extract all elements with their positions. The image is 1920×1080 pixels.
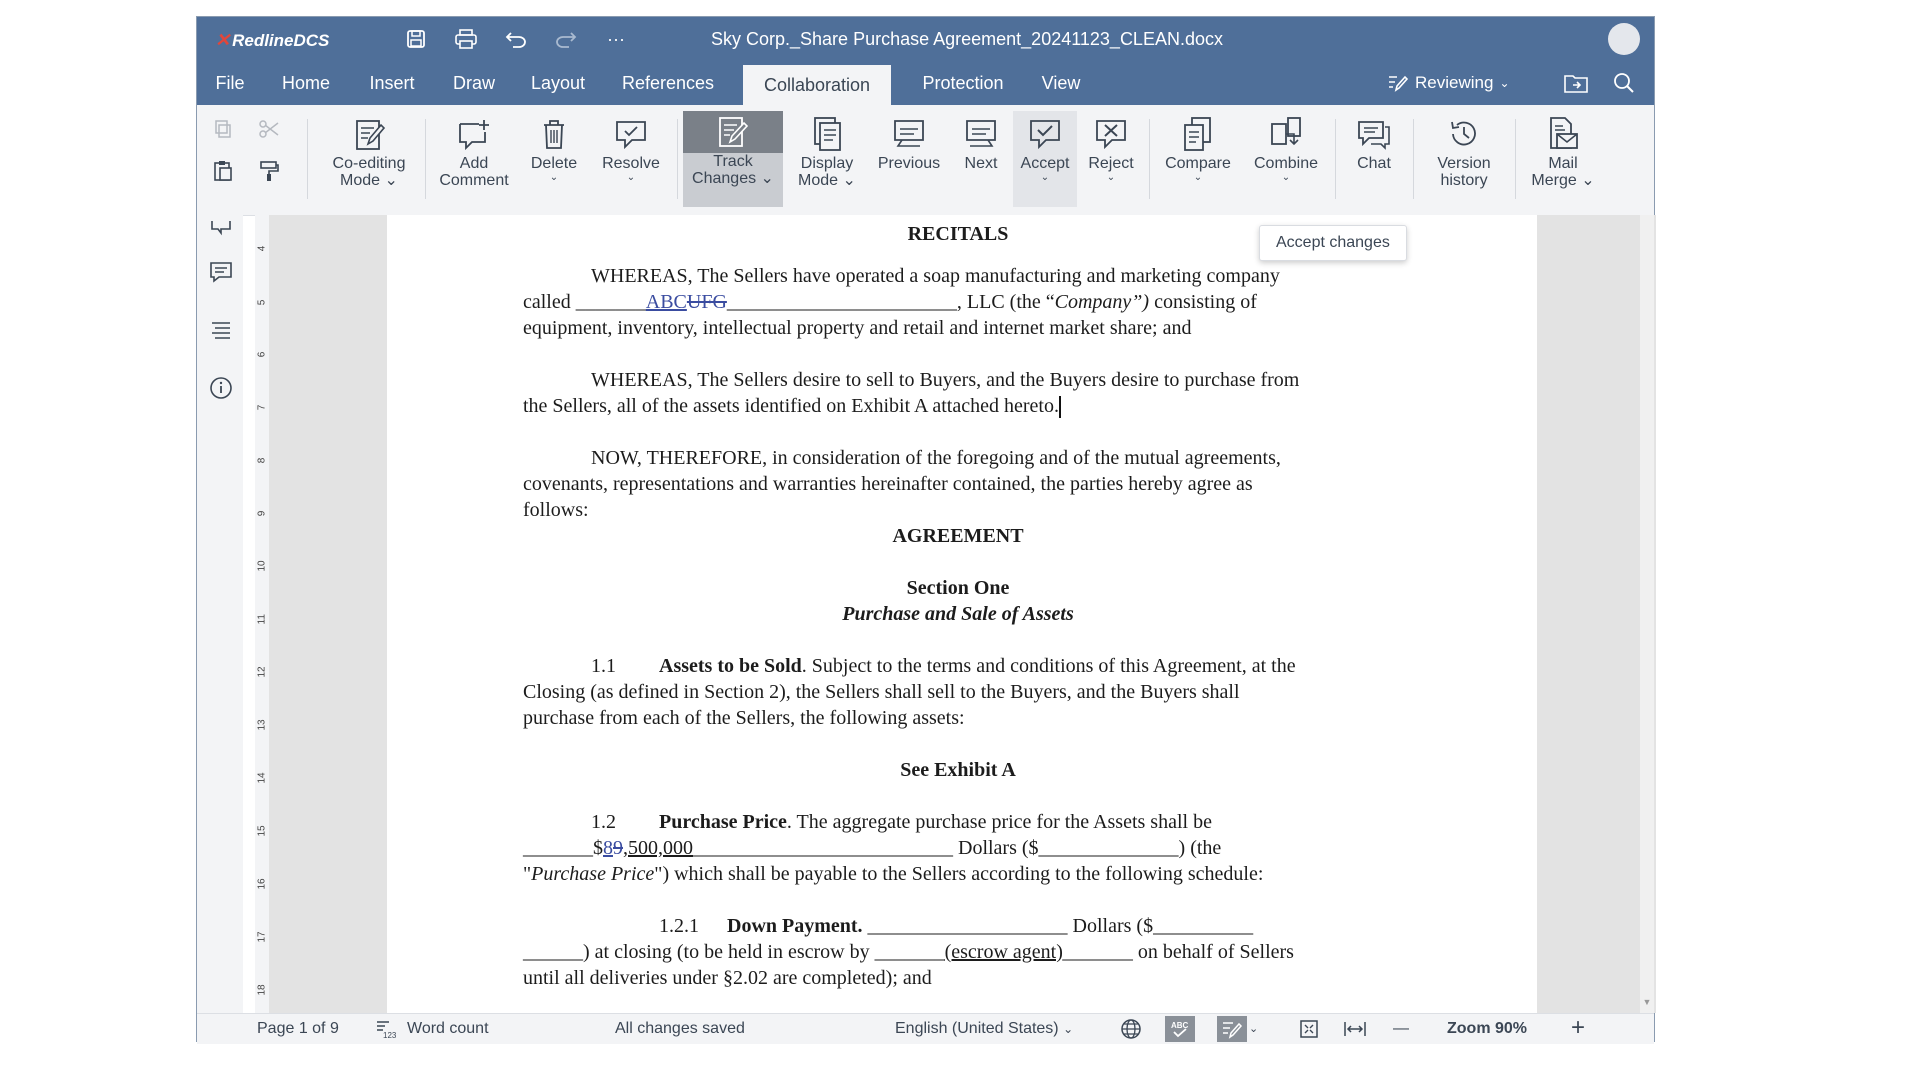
ribbon-toolbar	[197, 105, 1654, 216]
display-mode-button[interactable]	[787, 111, 867, 207]
tab-collaboration[interactable]: Collaboration	[743, 65, 891, 105]
fit-page-icon[interactable]	[1297, 1017, 1321, 1041]
text-run: ____________________ Dollars ($__________	[862, 915, 1254, 937]
globe-icon[interactable]	[1119, 1017, 1143, 1041]
ribbon-separator	[1335, 119, 1336, 199]
cut-icon[interactable]	[257, 117, 281, 141]
co-editing-label: Co-editing	[332, 155, 406, 172]
chat-panel-icon[interactable]	[208, 259, 234, 285]
tab-insert[interactable]: Insert	[369, 73, 415, 93]
save-status: All changes saved	[615, 1020, 745, 1037]
resolve-icon	[614, 113, 648, 155]
clause-number: 1.1	[591, 655, 616, 677]
clause-number: 1.2	[591, 811, 616, 833]
ruler-mark: 10	[256, 560, 268, 572]
chevron-down-icon: ⌄	[1106, 172, 1116, 183]
track-changes-label: Track	[713, 153, 753, 170]
ruler-mark: 14	[256, 772, 268, 784]
now-therefore-line-1: NOW, THEREFORE, in consideration of the foregoing and of the mutual agreements,	[591, 447, 1281, 469]
reject-icon	[1094, 113, 1128, 155]
format-painter-icon[interactable]	[257, 159, 281, 183]
open-location-icon[interactable]	[1563, 71, 1589, 95]
menu-bar	[197, 61, 1654, 105]
text-run: ______) at closing (to be held in escrow by _______	[523, 941, 945, 963]
section-one-heading: Section One	[906, 577, 1010, 599]
ruler-mark: 9	[256, 510, 268, 517]
add-comment-icon	[457, 113, 491, 155]
chevron-down-icon: ⌄	[1281, 172, 1291, 183]
fit-width-icon[interactable]	[1343, 1017, 1367, 1041]
status-bar	[197, 1013, 1654, 1044]
recital-2-line-1: WHEREAS, The Sellers desire to sell to Buyers, and the Buyers desire to purchase from	[591, 369, 1300, 391]
display-mode-label: Display	[800, 155, 854, 172]
version-history-label-2: history	[1440, 172, 1488, 189]
chevron-down-icon: ⌄	[1499, 76, 1510, 90]
brand-name: RedlineDCS	[232, 30, 330, 50]
chevron-down-icon: ⌄	[549, 172, 559, 183]
track-changes-button[interactable]	[683, 111, 783, 207]
escrow-agent-field: (escrow agent)	[944, 941, 1063, 963]
ribbon-separator	[307, 119, 308, 199]
ribbon-separator	[1515, 119, 1516, 199]
defined-term: Purchase Price	[531, 863, 655, 885]
more-icon[interactable]: ···	[607, 28, 625, 49]
section-1-2-line-2	[523, 835, 1393, 861]
search-icon[interactable]	[1611, 71, 1637, 95]
zoom-in-button[interactable]: +	[1571, 1014, 1586, 1041]
tracked-insertion[interactable]: 8	[603, 837, 613, 859]
mail-merge-icon	[1547, 113, 1579, 155]
scroll-down-arrow-icon[interactable]: ▼	[1642, 997, 1652, 1007]
chevron-down-icon: ⌄	[1063, 1022, 1074, 1036]
reject-label: Reject	[1088, 155, 1134, 172]
co-editing-label-2: Mode ⌄	[340, 172, 398, 189]
brand-logo-icon: ✕	[215, 30, 231, 50]
defined-term: Company”)	[1054, 291, 1150, 313]
history-icon	[1448, 113, 1480, 155]
chevron-down-icon: ⌄	[626, 172, 636, 183]
track-changes-label-2: Changes ⌄	[692, 170, 774, 187]
ruler-mark: 11	[256, 614, 268, 625]
redo-icon[interactable]	[553, 27, 579, 51]
next-label: Next	[964, 155, 998, 172]
combine-icon	[1269, 113, 1303, 155]
reviewing-label: Reviewing	[1415, 73, 1494, 92]
text-run: _______ on behalf of Sellers	[1062, 941, 1294, 963]
add-comment-label-2: Comment	[439, 172, 509, 189]
ruler-mark: 12	[256, 666, 268, 678]
document-title: Sky Corp._Share Purchase Agreement_20241123_CLEAN.docx	[711, 29, 1223, 49]
previous-change-button[interactable]	[869, 111, 949, 207]
ribbon-separator	[425, 119, 426, 199]
previous-icon	[892, 113, 926, 155]
tab-layout[interactable]: Layout	[530, 73, 586, 93]
now-therefore-line-3: follows:	[523, 499, 589, 521]
chat-button[interactable]	[1341, 111, 1407, 207]
recital-2-line-2	[523, 393, 1393, 419]
next-change-button[interactable]	[951, 111, 1011, 207]
agreement-heading: AGREEMENT	[892, 525, 1024, 547]
previous-label: Previous	[877, 155, 941, 172]
app-brand	[215, 30, 329, 51]
add-comment-label: Add	[459, 155, 489, 172]
zoom-out-button[interactable]: —	[1393, 1020, 1409, 1037]
recital-1-line-2	[523, 289, 1393, 315]
tab-protection[interactable]: Protection	[922, 73, 1004, 93]
ruler-mark: 13	[256, 719, 268, 731]
zoom-level: Zoom 90%	[1447, 1020, 1528, 1037]
text-run: __________________________ Dollars ($______________) (the	[693, 837, 1222, 859]
display-mode-icon	[811, 113, 843, 155]
text-run: ,500,000	[623, 837, 693, 859]
add-comment-button[interactable]	[431, 111, 517, 207]
text-run: the Sellers, all of the assets identified on Exhibit A attached hereto.	[523, 395, 1059, 417]
text-run: ") which shall be payable to the Sellers according to the following schedule:	[654, 863, 1264, 885]
now-therefore-line-2: covenants, representations and warranties hereinafter contained, the parties hereby agree as	[523, 473, 1253, 495]
user-avatar[interactable]	[1608, 23, 1640, 55]
chat-label: Chat	[1357, 155, 1391, 172]
ribbon-separator	[1149, 119, 1150, 199]
tab-view[interactable]: View	[1041, 73, 1081, 93]
section-1-2-1-line-1	[523, 913, 1393, 939]
co-editing-mode-button[interactable]	[319, 111, 419, 207]
chevron-down-icon[interactable]: ⌄	[1249, 1023, 1259, 1035]
clause-number: 1.2.1	[659, 915, 699, 937]
navigation-icon[interactable]	[208, 317, 234, 343]
svg-text:123: 123	[383, 1031, 397, 1040]
clause-title: Assets to be Sold	[659, 655, 802, 677]
text-run: _______$	[523, 837, 603, 859]
mail-merge-button[interactable]	[1521, 111, 1605, 207]
section-1-1-line-1	[523, 653, 1393, 679]
text-run: called _______	[523, 291, 646, 313]
text-cursor	[1059, 396, 1061, 418]
see-exhibit-heading: See Exhibit A	[900, 759, 1016, 781]
ruler-mark: 15	[256, 825, 268, 837]
vertical-ruler	[255, 215, 270, 1013]
accept-label: Accept	[1020, 155, 1070, 172]
delete-comment-button[interactable]	[519, 111, 589, 207]
section-1-2-line-3	[523, 861, 1393, 887]
document-canvas	[269, 215, 1656, 1013]
section-1-2-1-line-3: until all deliveries under §2.02 are completed); and	[523, 967, 932, 989]
print-icon[interactable]	[453, 27, 479, 51]
reviewing-dropdown[interactable]	[1387, 73, 1510, 93]
text-run: . Subject to the terms and conditions of this Agreement, at the	[801, 655, 1296, 677]
document-page[interactable]	[387, 215, 1537, 1013]
co-editing-icon	[354, 113, 384, 155]
copy-icon[interactable]	[211, 117, 235, 141]
section-1-1-line-3: purchase from each of the Sellers, the following assets:	[523, 707, 965, 729]
trash-icon	[541, 113, 567, 155]
clause-title: Purchase Price	[659, 811, 787, 833]
svg-text:ABC: ABC	[1171, 1021, 1189, 1030]
text-run: consisting of	[1149, 291, 1257, 313]
ruler-mark: 17	[256, 931, 268, 943]
comments-panel-icon[interactable]	[208, 215, 234, 241]
section-1-2-line-1	[523, 809, 1393, 835]
version-history-button[interactable]	[1419, 111, 1509, 207]
language-label: English (United States)	[895, 1020, 1059, 1037]
spell-check-icon[interactable]	[1165, 1016, 1195, 1042]
ribbon-separator	[677, 119, 678, 199]
recital-1-line-3: equipment, inventory, intellectual property and retail and internet market share; and	[523, 317, 1192, 339]
app-window	[196, 16, 1655, 1042]
tracked-deletion[interactable]: 9	[613, 837, 623, 859]
track-changes-status-icon[interactable]	[1217, 1016, 1247, 1042]
text-run: _______________________, LLC (the “	[726, 291, 1055, 313]
reviewing-icon	[1387, 73, 1409, 93]
ruler-mark: 6	[256, 351, 268, 358]
vertical-scrollbar[interactable]	[1640, 215, 1654, 1013]
compare-label: Compare	[1165, 155, 1231, 172]
tab-home[interactable]: Home	[281, 73, 330, 93]
language-selector[interactable]	[895, 1020, 1073, 1038]
tab-file[interactable]: File	[215, 73, 245, 93]
section-1-1-line-2: Closing (as defined in Section 2), the Sellers shall sell to the Buyers, and the Buyers shall	[523, 681, 1240, 703]
section-one-subheading: Purchase and Sale of Assets	[842, 603, 1074, 625]
ruler-mark: 16	[256, 878, 268, 890]
tab-references[interactable]: References	[621, 73, 715, 93]
paste-icon[interactable]	[211, 159, 235, 183]
text-run: . The aggregate purchase price for the Assets shall be	[786, 811, 1212, 833]
tab-draw[interactable]: Draw	[452, 73, 495, 93]
undo-icon[interactable]	[503, 27, 529, 51]
recital-1-line-1: WHEREAS, The Sellers have operated a soap manufacturing and marketing company	[591, 265, 1280, 287]
chevron-down-icon: ⌄	[1193, 172, 1203, 183]
clause-title: Down Payment.	[727, 915, 863, 937]
recitals-heading: RECITALS	[907, 223, 1009, 245]
reject-change-button[interactable]	[1079, 111, 1143, 207]
word-count-label[interactable]: Word count	[407, 1020, 489, 1037]
display-mode-label-2: Mode ⌄	[798, 172, 856, 189]
info-icon[interactable]	[208, 375, 234, 401]
ribbon-separator	[1413, 119, 1414, 199]
chat-icon	[1357, 113, 1391, 155]
track-changes-icon	[683, 111, 783, 153]
ruler-mark: 8	[256, 457, 268, 464]
compare-button[interactable]	[1155, 111, 1241, 207]
text-run: "	[523, 863, 532, 885]
word-count-icon[interactable]	[373, 1017, 397, 1041]
accept-changes-tooltip: Accept changes	[1259, 225, 1407, 261]
accept-icon	[1028, 113, 1062, 155]
title-bar	[197, 17, 1654, 61]
combine-button[interactable]	[1243, 111, 1329, 207]
accept-change-button[interactable]	[1013, 111, 1077, 207]
version-history-label: Version	[1437, 155, 1491, 172]
compare-icon	[1182, 113, 1214, 155]
chevron-down-icon: ⌄	[1040, 172, 1050, 183]
left-sidebar	[197, 215, 243, 1013]
tracked-deletion[interactable]: UFG	[686, 291, 727, 313]
next-icon	[964, 113, 998, 155]
section-1-2-1-line-2	[523, 939, 1393, 965]
resolve-label: Resolve	[602, 155, 660, 172]
ruler-mark: 7	[256, 404, 268, 411]
combine-label: Combine	[1253, 155, 1319, 172]
ruler-mark: 4	[256, 245, 268, 252]
ruler-mark: 18	[256, 984, 268, 996]
ruler-mark: 5	[256, 299, 268, 306]
delete-label: Delete	[530, 155, 578, 172]
tracked-insertion[interactable]: ABC	[645, 291, 687, 313]
page-indicator[interactable]: Page 1 of 9	[257, 1020, 339, 1037]
resolve-button[interactable]	[591, 111, 671, 207]
mail-merge-label-2: Merge ⌄	[1531, 172, 1595, 189]
mail-merge-label: Mail	[1548, 155, 1578, 172]
save-icon[interactable]	[403, 27, 429, 51]
